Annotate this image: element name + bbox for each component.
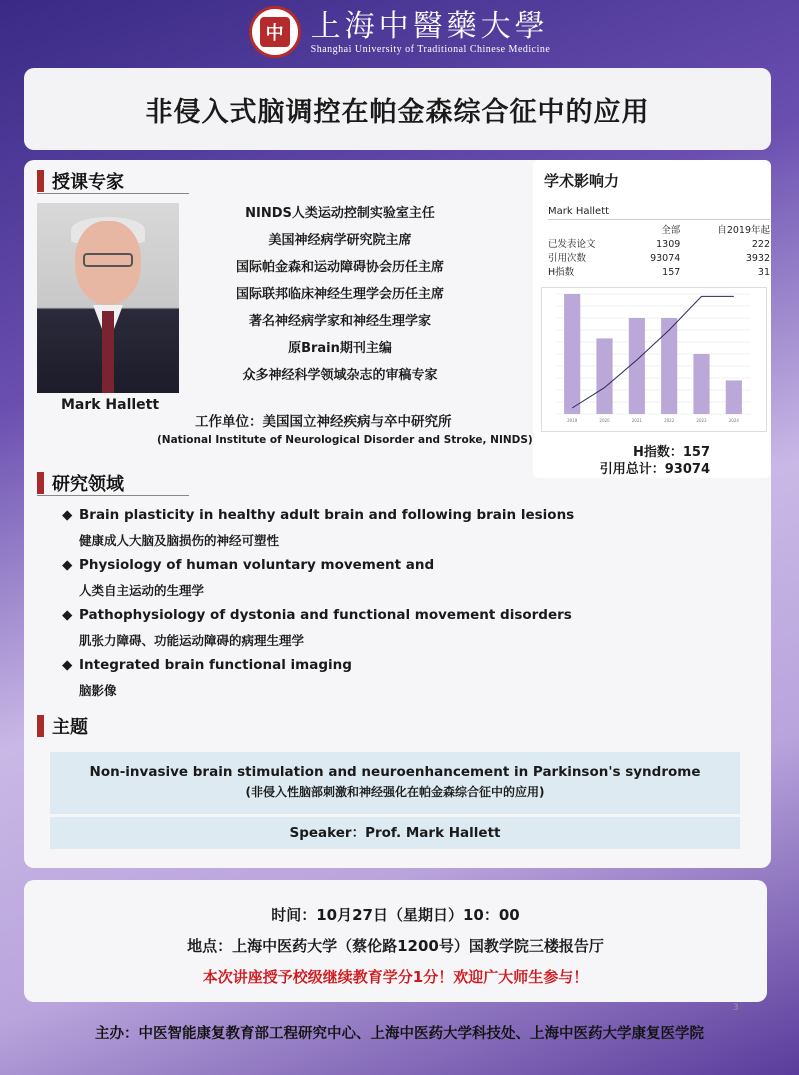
expert-photo (37, 203, 179, 393)
page-number: 3 (733, 1003, 739, 1013)
list-item-cn: 健康成人大脑及脑损伤的神经可塑性 (79, 533, 280, 548)
list-item-cn: 肌张力障碍、功能运动障碍的病理生理学 (79, 633, 305, 648)
diamond-bullet-icon: ◆ (62, 507, 73, 523)
list-item: ◆ Physiology of human voluntary movement and (62, 553, 622, 578)
list-item: ◆ Integrated brain functional imaging (62, 653, 622, 678)
list-item-cn: 脑影像 (79, 683, 117, 698)
research-section-title: 研究领域 (52, 474, 124, 495)
workplace-en: (National Institute of Neurological Disorder and Stroke, NINDS) (157, 434, 533, 446)
citation-stats (548, 206, 770, 280)
topic-section-header (37, 713, 88, 739)
stats-table (548, 224, 770, 280)
topic-title-en: Non-invasive brain stimulation and neuroenhancement in Parkinson's syndrome (89, 764, 701, 780)
footer-organizers: 主办：中医智能康复教育部工程研究中心、上海中医药大学科技处、上海中医药大学康复医学院 (95, 1026, 704, 1042)
chart-bar (564, 294, 580, 414)
section-marker (37, 715, 44, 737)
event-place: 地点：上海中医药大学（蔡伦路1200号）国教学院三楼报告厅 (187, 937, 604, 955)
x-tick-label: 2024 (728, 418, 739, 423)
chart-bar (726, 380, 742, 414)
role-item: 国际帕金森和运动障碍协会历任主席 (235, 260, 444, 275)
x-tick-label: 2020 (599, 418, 610, 423)
chart-bar (596, 338, 612, 414)
role-item: 美国神经病学研究院主席 (268, 233, 412, 248)
logo-emblem: 中 (260, 17, 290, 47)
diamond-bullet-icon: ◆ (62, 657, 73, 673)
x-tick-label: 2023 (696, 418, 707, 423)
section-marker (37, 472, 44, 494)
section-divider (37, 495, 189, 496)
citation-chart (541, 287, 767, 432)
workplace: 工作单位：美国国立神经疾病与卒中研究所 (195, 414, 452, 430)
university-name-en: Shanghai University of Traditional Chinese Medicine (310, 43, 551, 55)
header (0, 0, 799, 64)
event-info-card (24, 880, 767, 1002)
university-name (311, 10, 551, 55)
topic-box (50, 752, 740, 814)
h-index-summary (590, 444, 710, 478)
section-marker (37, 170, 44, 192)
list-item: ◆ Pathophysiology of dystonia and functional movement disorders (62, 603, 622, 628)
research-section-header (37, 470, 124, 496)
diamond-bullet-icon: ◆ (62, 607, 73, 623)
chart-bar (629, 318, 645, 414)
role-item: 国际联邦临床神经生理学会历任主席 (235, 287, 444, 302)
table-row: 已发表论文 1309 222 (548, 239, 770, 250)
list-item: ◆ Brain plasticity in healthy adult brain and following brain lesions (62, 503, 622, 528)
role-item: NINDS人类运动控制实验室主任 (245, 206, 435, 221)
h-index-value: H指数：157 (632, 445, 710, 460)
table-row: H指数 157 31 (548, 267, 770, 278)
col-since: 自2019年起 (717, 225, 770, 236)
x-tick-label: 2019 (567, 418, 578, 423)
list-item-cn: 人类自主运动的生理学 (79, 583, 205, 598)
research-list (62, 503, 622, 703)
topic-title-cn: (非侵入性脑部刺激和神经强化在帕金森综合征中的应用) (245, 785, 545, 799)
impact-title: 学术影响力 (544, 172, 620, 190)
citation-total: 引用总计：93074 (599, 462, 710, 477)
expert-section-header (37, 168, 124, 194)
chart-bar (661, 318, 677, 414)
role-item: 众多神经科学领域杂志的审稿专家 (242, 368, 438, 383)
university-logo (249, 6, 301, 58)
university-name-cn: 上海中醫藥大學 (310, 8, 549, 44)
stats-author: Mark Hallett (548, 206, 770, 220)
table-row: 引用次数 93074 3932 (548, 253, 770, 264)
diamond-bullet-icon: ◆ (62, 557, 73, 573)
chart-bar (693, 354, 709, 414)
event-time: 时间：10月27日（星期日）10：00 (271, 906, 520, 924)
section-divider (37, 193, 189, 194)
role-item: 著名神经病学家和神经生理学家 (248, 314, 431, 329)
x-tick-label: 2022 (664, 418, 675, 423)
expert-name: Mark Hallett (60, 397, 160, 413)
page-title: 非侵入式脑调控在帕金森综合征中的应用 (145, 96, 650, 128)
citation-chart-svg (542, 288, 768, 433)
topic-section-title: 主题 (52, 717, 88, 738)
expert-roles (190, 200, 490, 389)
title-card (24, 68, 771, 150)
role-item: 原Brain期刊主编 (288, 341, 392, 356)
x-tick-label: 2021 (631, 418, 642, 423)
event-note: 本次讲座授予校级继续教育学分1分！欢迎广大师生参与！ (202, 968, 589, 986)
col-all: 全部 (661, 225, 681, 236)
expert-section-title: 授课专家 (52, 172, 124, 193)
speaker: Speaker：Prof. Mark Hallett (50, 817, 740, 849)
